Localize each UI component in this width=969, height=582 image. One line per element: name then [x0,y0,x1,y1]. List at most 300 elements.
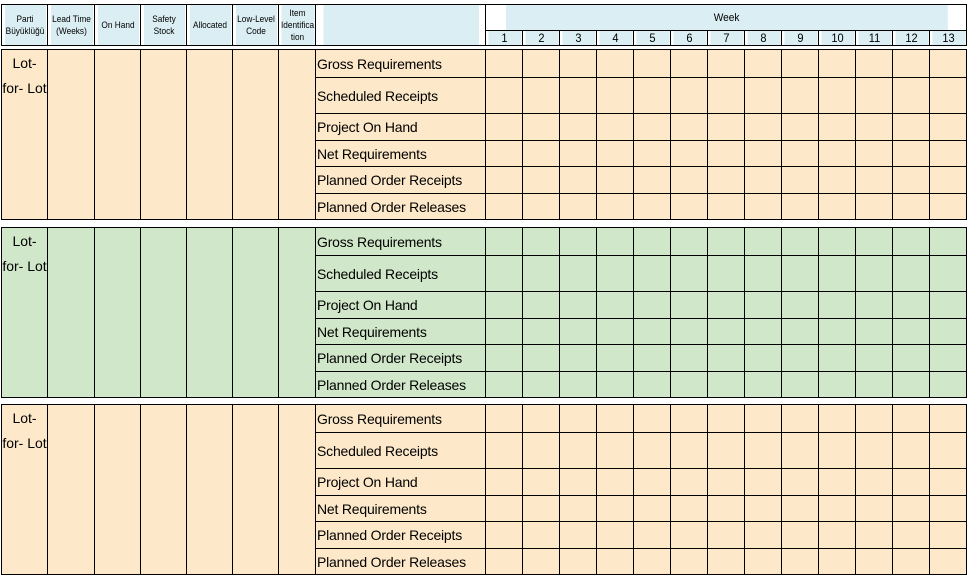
row-label: Planned Order Receipts [316,167,486,194]
week-cell[interactable] [708,292,745,319]
week-cell[interactable] [634,292,671,319]
week-cell[interactable] [634,50,671,78]
week-cell[interactable] [856,50,893,78]
lot-size-cell[interactable] [2,50,48,220]
week-cell[interactable] [782,50,819,78]
week-cell[interactable] [597,522,634,549]
col-header-llc [234,5,276,46]
week-cell[interactable] [782,114,819,141]
week-cell[interactable] [893,141,930,167]
info-cell-safety[interactable] [141,50,187,220]
week-cell[interactable] [782,256,819,292]
week-cell[interactable] [930,292,967,319]
col-header-alloc [188,5,230,46]
row-label: Net Requirements [316,141,486,167]
week-cell[interactable] [708,50,745,78]
col-header-llc-line: Code [245,26,266,36]
week-cell[interactable] [486,433,523,469]
week-cell[interactable] [634,345,671,372]
record-row [2,50,967,78]
col-header-item-line: Item [288,8,306,18]
week-cell[interactable] [930,345,967,372]
week-cell[interactable] [486,292,523,319]
lot-size-line: for- Lot [2,435,47,451]
week-cell[interactable] [634,372,671,398]
week-cell[interactable] [745,522,782,549]
week-cell[interactable] [634,469,671,496]
week-cell[interactable] [560,319,597,345]
row-label: Project On Hand [316,292,486,319]
info-cell-onhand[interactable] [95,405,141,575]
row-label: Project On Hand [316,114,486,141]
week-cell[interactable] [782,405,819,433]
week-cell[interactable] [893,433,930,469]
week-cell[interactable] [708,194,745,220]
row-label: Planned Order Receipts [316,345,486,372]
week-cell[interactable] [671,78,708,114]
week-cell[interactable] [671,114,708,141]
week-number: 4 [598,31,632,46]
week-cell[interactable] [930,469,967,496]
week-cell[interactable] [782,167,819,194]
week-cell[interactable] [708,496,745,522]
week-cell[interactable] [745,256,782,292]
info-cell-item[interactable] [279,405,316,575]
week-cell[interactable] [782,372,819,398]
week-cell[interactable] [523,549,560,575]
week-cell[interactable] [486,549,523,575]
week-cell[interactable] [634,256,671,292]
info-cell-llc[interactable] [233,50,279,220]
info-cell-onhand[interactable] [95,228,141,398]
week-cell[interactable] [523,78,560,114]
week-cell[interactable] [560,141,597,167]
week-cell[interactable] [486,167,523,194]
week-cell[interactable] [597,345,634,372]
week-cell[interactable] [819,372,856,398]
info-cell-alloc[interactable] [187,405,233,575]
info-cell-alloc[interactable] [187,50,233,220]
week-cell[interactable] [856,228,893,256]
week-cell[interactable] [671,469,708,496]
info-cell-safety[interactable] [141,405,187,575]
week-cell[interactable] [745,114,782,141]
week-cell[interactable] [893,194,930,220]
week-cell[interactable] [819,496,856,522]
row-label: Planned Order Releases [316,372,486,398]
week-cell[interactable] [856,433,893,469]
col-header-llc-line: Low-Level [236,14,275,24]
week-cell[interactable] [708,522,745,549]
week-cell[interactable] [930,433,967,469]
week-cell[interactable] [782,469,819,496]
week-cell[interactable] [893,345,930,372]
week-cell[interactable] [708,345,745,372]
info-cell-safety[interactable] [141,228,187,398]
week-number: 9 [783,31,817,46]
week-cell[interactable] [671,319,708,345]
record-row [2,228,967,256]
week-cell[interactable] [930,194,967,220]
week-cell[interactable] [856,78,893,114]
week-cell[interactable] [782,496,819,522]
week-cell[interactable] [856,292,893,319]
week-cell[interactable] [597,114,634,141]
row-label: Planned Order Releases [316,549,486,575]
week-cell[interactable] [486,194,523,220]
row-label: Scheduled Receipts [316,256,486,292]
week-cell[interactable] [745,496,782,522]
week-cell[interactable] [560,167,597,194]
week-cell[interactable] [523,141,560,167]
week-number: 5 [635,31,669,46]
week-cell[interactable] [782,345,819,372]
col-header-safety [142,5,184,46]
week-cell[interactable] [782,522,819,549]
week-cell[interactable] [745,194,782,220]
week-cell[interactable] [745,405,782,433]
week-cell[interactable] [634,194,671,220]
week-cell[interactable] [708,469,745,496]
week-cell[interactable] [708,228,745,256]
week-cell[interactable] [708,549,745,575]
week-cell[interactable] [745,78,782,114]
week-cell[interactable] [782,141,819,167]
week-number: 10 [820,31,854,46]
week-cell[interactable] [708,78,745,114]
week-cell[interactable] [930,78,967,114]
info-cell-llc[interactable] [233,405,279,575]
week-cell[interactable] [523,433,560,469]
week-cell[interactable] [486,256,523,292]
week-cell[interactable] [856,114,893,141]
lot-size-line: Lot- [12,55,37,71]
week-cell[interactable] [745,167,782,194]
week-cell[interactable] [856,141,893,167]
week-cell[interactable] [782,549,819,575]
week-cell[interactable] [671,549,708,575]
week-cell[interactable] [893,549,930,575]
week-cell[interactable] [930,228,967,256]
week-cell[interactable] [819,167,856,194]
week-cell[interactable] [560,50,597,78]
week-cell[interactable] [597,292,634,319]
week-cell[interactable] [782,228,819,256]
week-cell[interactable] [597,50,634,78]
week-cell[interactable] [745,319,782,345]
week-cell[interactable] [486,319,523,345]
week-cell[interactable] [930,167,967,194]
info-cell-lead[interactable] [48,50,95,220]
week-cell[interactable] [708,319,745,345]
week-cell[interactable] [523,50,560,78]
week-cell[interactable] [708,141,745,167]
info-cell-lead[interactable] [48,405,95,575]
week-cell[interactable] [819,78,856,114]
week-cell[interactable] [930,405,967,433]
week-cell[interactable] [708,167,745,194]
col-header-lead [49,5,92,46]
week-cell[interactable] [893,469,930,496]
week-cell[interactable] [893,78,930,114]
week-cell[interactable] [597,549,634,575]
week-cell[interactable] [634,114,671,141]
week-cell[interactable] [671,345,708,372]
week-cell[interactable] [560,372,597,398]
row-label: Scheduled Receipts [316,78,486,114]
header-row [2,5,967,31]
week-cell[interactable] [930,372,967,398]
week-cell[interactable] [708,433,745,469]
week-cell[interactable] [634,228,671,256]
week-cell[interactable] [893,114,930,141]
week-cell[interactable] [523,114,560,141]
week-cell[interactable] [560,228,597,256]
week-cell[interactable] [634,78,671,114]
week-cell[interactable] [782,194,819,220]
week-cell[interactable] [597,141,634,167]
week-cell[interactable] [486,405,523,433]
week-cell[interactable] [671,496,708,522]
week-cell[interactable] [819,433,856,469]
week-cell[interactable] [597,319,634,345]
week-cell[interactable] [486,469,523,496]
week-cell[interactable] [856,469,893,496]
week-cell[interactable] [745,433,782,469]
info-cell-onhand[interactable] [95,50,141,220]
week-cell[interactable] [523,256,560,292]
week-cell[interactable] [523,405,560,433]
week-cell[interactable] [745,141,782,167]
week-cell[interactable] [486,372,523,398]
week-cell[interactable] [856,405,893,433]
week-cell[interactable] [856,256,893,292]
info-cell-llc[interactable] [233,228,279,398]
week-number: 8 [746,31,780,46]
week-cell[interactable] [893,50,930,78]
week-cell[interactable] [486,228,523,256]
week-cell[interactable] [634,496,671,522]
week-cell[interactable] [819,141,856,167]
week-cell[interactable] [597,256,634,292]
week-cell[interactable] [671,194,708,220]
row-label: Planned Order Releases [316,194,486,220]
week-cell[interactable] [634,522,671,549]
week-cell[interactable] [856,319,893,345]
lot-size-cell[interactable] [2,228,48,398]
week-cell[interactable] [671,405,708,433]
week-cell[interactable] [671,50,708,78]
week-cell[interactable] [597,405,634,433]
row-label: Gross Requirements [316,228,486,256]
week-cell[interactable] [893,228,930,256]
week-cell[interactable] [930,50,967,78]
week-cell[interactable] [523,319,560,345]
week-cell[interactable] [745,469,782,496]
info-cell-alloc[interactable] [187,228,233,398]
lot-size-line: for- Lot [2,80,47,96]
week-cell[interactable] [819,522,856,549]
week-number: 12 [894,31,928,46]
week-cell[interactable] [782,433,819,469]
week-cell[interactable] [856,522,893,549]
week-cell[interactable] [856,194,893,220]
week-cell[interactable] [560,194,597,220]
week-cell[interactable] [560,433,597,469]
week-cell[interactable] [486,522,523,549]
week-cell[interactable] [930,319,967,345]
row-label: Net Requirements [316,496,486,522]
week-cell[interactable] [745,292,782,319]
week-cell[interactable] [856,345,893,372]
week-cell[interactable] [856,167,893,194]
week-cell[interactable] [856,372,893,398]
week-cell[interactable] [819,319,856,345]
week-cell[interactable] [560,469,597,496]
info-cell-item[interactable] [279,228,316,398]
item-block [1,49,967,220]
week-cell[interactable] [523,372,560,398]
week-cell[interactable] [930,141,967,167]
week-cell[interactable] [930,549,967,575]
week-cell[interactable] [597,228,634,256]
item-block [1,227,967,398]
week-cell[interactable] [560,405,597,433]
week-cell[interactable] [893,405,930,433]
week-cell[interactable] [782,78,819,114]
week-cell[interactable] [597,469,634,496]
week-cell[interactable] [560,78,597,114]
week-cell[interactable] [560,256,597,292]
week-cell[interactable] [634,405,671,433]
week-cell[interactable] [523,496,560,522]
week-cell[interactable] [856,496,893,522]
col-header-item [280,5,314,46]
week-cell[interactable] [671,292,708,319]
week-cell[interactable] [560,292,597,319]
week-cell[interactable] [671,433,708,469]
week-cell[interactable] [523,228,560,256]
week-cell[interactable] [893,496,930,522]
week-cell[interactable] [819,549,856,575]
week-cell[interactable] [782,292,819,319]
week-cell[interactable] [560,522,597,549]
week-cell[interactable] [671,372,708,398]
week-cell[interactable] [597,496,634,522]
row-label: Scheduled Receipts [316,433,486,469]
week-cell[interactable] [634,549,671,575]
week-cell[interactable] [671,167,708,194]
week-cell[interactable] [597,194,634,220]
week-cell[interactable] [523,469,560,496]
week-cell[interactable] [708,114,745,141]
week-cell[interactable] [893,167,930,194]
week-title: Week [505,5,948,31]
week-cell[interactable] [708,405,745,433]
week-cell[interactable] [560,496,597,522]
week-cell[interactable] [708,372,745,398]
week-cell[interactable] [745,372,782,398]
info-cell-item[interactable] [279,50,316,220]
week-cell[interactable] [819,256,856,292]
week-cell[interactable] [819,228,856,256]
week-cell[interactable] [523,522,560,549]
week-cell[interactable] [597,78,634,114]
week-cell[interactable] [930,256,967,292]
week-cell[interactable] [819,345,856,372]
week-cell[interactable] [634,167,671,194]
week-cell[interactable] [486,141,523,167]
row-label: Project On Hand [316,469,486,496]
week-cell[interactable] [486,114,523,141]
col-header-lot [3,5,45,46]
week-cell[interactable] [819,469,856,496]
week-cell[interactable] [893,319,930,345]
week-cell[interactable] [930,522,967,549]
week-cell[interactable] [893,372,930,398]
week-cell[interactable] [597,372,634,398]
col-header-alloc-line: Allocated [192,20,227,30]
week-cell[interactable] [819,114,856,141]
week-cell[interactable] [819,292,856,319]
week-cell[interactable] [930,114,967,141]
week-number: 1 [487,31,521,46]
week-cell[interactable] [708,256,745,292]
week-cell[interactable] [745,228,782,256]
week-cell[interactable] [523,292,560,319]
week-cell[interactable] [819,50,856,78]
week-cell[interactable] [856,549,893,575]
row-label: Gross Requirements [316,50,486,78]
week-cell[interactable] [671,228,708,256]
info-cell-lead[interactable] [48,228,95,398]
week-cell[interactable] [782,319,819,345]
week-cell[interactable] [597,433,634,469]
col-header-onhand [96,5,138,46]
week-cell[interactable] [893,292,930,319]
week-cell[interactable] [486,78,523,114]
header-table [1,4,967,46]
week-cell[interactable] [671,141,708,167]
week-cell[interactable] [486,345,523,372]
lot-size-cell[interactable] [2,405,48,575]
row-label: Gross Requirements [316,405,486,433]
week-cell[interactable] [634,433,671,469]
week-cell[interactable] [523,194,560,220]
week-cell[interactable] [671,522,708,549]
week-cell[interactable] [523,345,560,372]
week-cell[interactable] [745,549,782,575]
week-cell[interactable] [560,549,597,575]
week-cell[interactable] [597,167,634,194]
week-cell[interactable] [930,496,967,522]
col-header-safety-line: Stock [153,26,174,36]
week-cell[interactable] [486,496,523,522]
week-cell[interactable] [745,50,782,78]
week-cell[interactable] [819,405,856,433]
week-cell[interactable] [671,256,708,292]
week-cell[interactable] [893,522,930,549]
week-cell[interactable] [560,114,597,141]
week-cell[interactable] [893,256,930,292]
week-cell[interactable] [634,141,671,167]
week-cell[interactable] [634,319,671,345]
week-cell[interactable] [523,167,560,194]
week-cell[interactable] [745,345,782,372]
week-cell[interactable] [819,194,856,220]
week-cell[interactable] [486,50,523,78]
week-cell[interactable] [560,345,597,372]
